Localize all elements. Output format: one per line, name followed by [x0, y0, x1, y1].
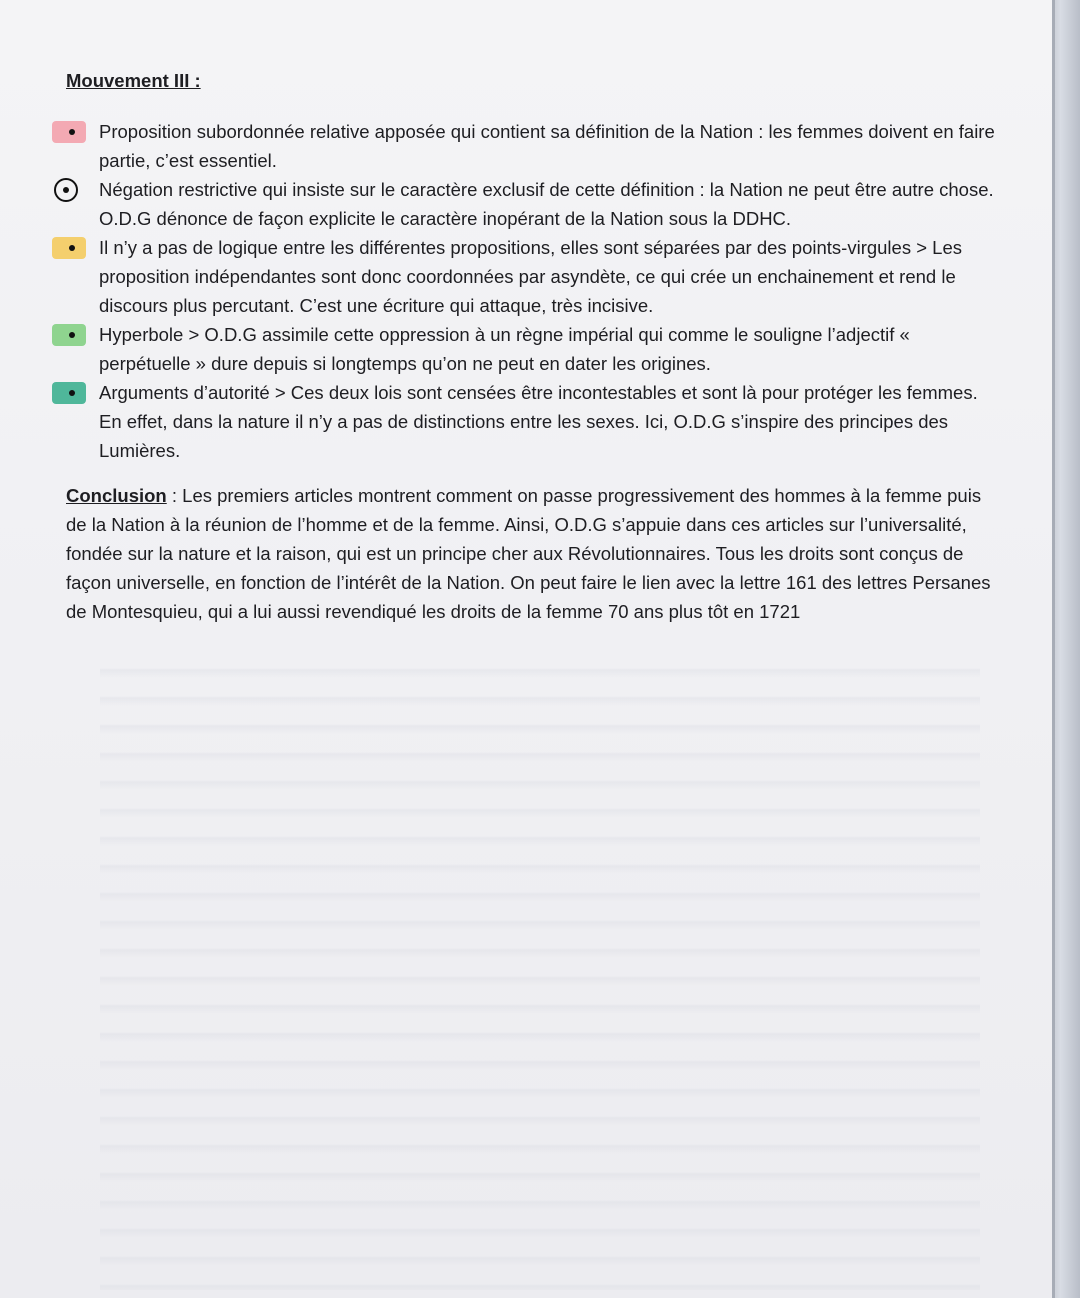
list-item-text: Hyperbole > O.D.G assimile cette oppression à un règne impérial qui comme le souligne l’adjectif « perpétuelle » dure depuis si longtemps qu’on ne peut en dater les origines. [99, 324, 910, 374]
list-item [66, 117, 996, 175]
list-item-text: Il n’y a pas de logique entre les différentes propositions, elles sont séparées par des points-virgules > Les proposition indépendantes sont donc coordonnées par asyndète, ce qui crée un enchainement et rend le discours plus percutant. C’est une écriture qui attaque, très incisive. [99, 237, 962, 316]
section-heading: Mouvement III : [66, 70, 201, 91]
green-highlight-bullet-icon [52, 324, 86, 346]
yellow-highlight-bullet-icon [52, 237, 86, 259]
list-item-text: Proposition subordonnée relative apposée qui contient sa définition de la Nation : les femmes doivent en faire partie, c’est essentiel. [99, 121, 995, 171]
list-item [66, 175, 996, 233]
conclusion-text: : Les premiers articles montrent comment on passe progressivement des hommes à la femme puis de la Nation à la réunion de l’homme et de la femme. Ainsi, O.D.G s’appuie dans ces articles sur l’universalité, fondée sur la nature et la raison, qui est un principe cher aux Révolutionnaires. Tous les droits sont conçus de façon universelle, en fonction de l’intérêt de la Nation. On peut faire le lien avec la lettre 161 des lettres Persanes de Montesquieu, qui a lui aussi revendiqué les droits de la femme 70 ans plus tôt en 1721 [66, 485, 991, 622]
list-item [66, 378, 996, 465]
conclusion-paragraph [66, 481, 996, 626]
list-item-text: Négation restrictive qui insiste sur le caractère exclusif de cette définition : la Nation ne peut être autre chose. O.D.G dénonce de façon explicite le caractère inopérant de la Nation sous la DDHC. [99, 179, 994, 229]
teal-highlight-bullet-icon [52, 382, 86, 404]
binder-edge [1052, 0, 1080, 1298]
document-body [66, 66, 996, 645]
pink-highlight-bullet-icon [52, 121, 86, 143]
list-item-text: Arguments d’autorité > Ces deux lois sont censées être incontestables et sont là pour protéger les femmes. En effet, dans la nature il n’y a pas de distinctions entre les sexes. Ici, O.D.G s’inspire des principes des Lumières. [99, 382, 978, 461]
conclusion-label: Conclusion [66, 485, 167, 506]
list-item [66, 233, 996, 320]
bleed-through-text [100, 650, 980, 1290]
list-item [66, 320, 996, 378]
circled-dot-bullet-icon [54, 178, 78, 202]
bullet-list [66, 117, 996, 465]
